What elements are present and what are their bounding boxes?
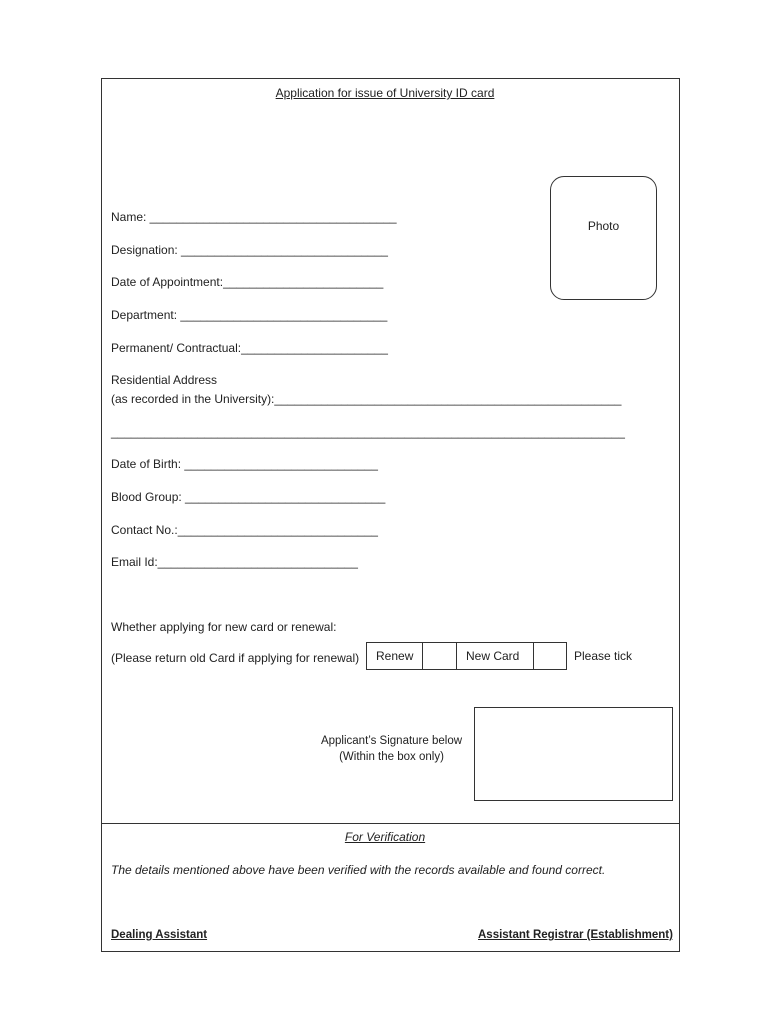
verification-heading: For Verification (344, 830, 426, 844)
permanent-contractual-field[interactable]: Permanent/ Contractual:______________________ (111, 341, 388, 355)
blood-group-field[interactable]: Blood Group: ______________________________ (111, 490, 386, 504)
renewal-note: (Please return old Card if applying for renewal) (111, 651, 360, 665)
signature-label-line1: Applicant’s Signature below (320, 735, 463, 747)
contact-no-field[interactable]: Contact No.:______________________________ (111, 523, 378, 537)
new-card-tick-box[interactable] (533, 642, 567, 670)
address-line2-field[interactable]: _____________________________________________________________________________ (111, 425, 625, 439)
renew-tick-box[interactable] (422, 642, 457, 670)
signature-label-line2: (Within the box only) (339, 751, 444, 763)
photo-label: Photo (587, 219, 620, 233)
name-field[interactable]: Name: _____________________________________ (111, 210, 397, 224)
photo-box (550, 176, 657, 300)
new-card-label-box: New Card (456, 642, 534, 670)
email-id-field[interactable]: Email Id:______________________________ (111, 555, 358, 569)
signature-label (300, 733, 483, 765)
verification-statement: The details mentioned above have been verified with the records available and found correct. (111, 863, 606, 877)
renew-label-box: Renew (366, 642, 423, 670)
form-title: Application for issue of University ID card (275, 86, 495, 100)
please-tick-label: Please tick (574, 649, 633, 663)
date-of-birth-field[interactable]: Date of Birth: _____________________________ (111, 457, 378, 471)
renewal-question: Whether applying for new card or renewal: (111, 620, 337, 634)
department-field[interactable]: Department: _______________________________ (111, 308, 388, 322)
verification-divider (101, 823, 680, 824)
designation-field[interactable]: Designation: _______________________________ (111, 243, 388, 257)
dealing-assistant-label: Dealing Assistant (111, 929, 208, 941)
residential-address-field[interactable]: (as recorded in the University):____________________________________________________ (111, 392, 622, 406)
residential-address-label: Residential Address (111, 373, 218, 387)
signature-box[interactable] (474, 707, 673, 801)
assistant-registrar-label: Assistant Registrar (Establishment) (478, 929, 673, 941)
date-of-appointment-field[interactable]: Date of Appointment:________________________ (111, 275, 384, 289)
